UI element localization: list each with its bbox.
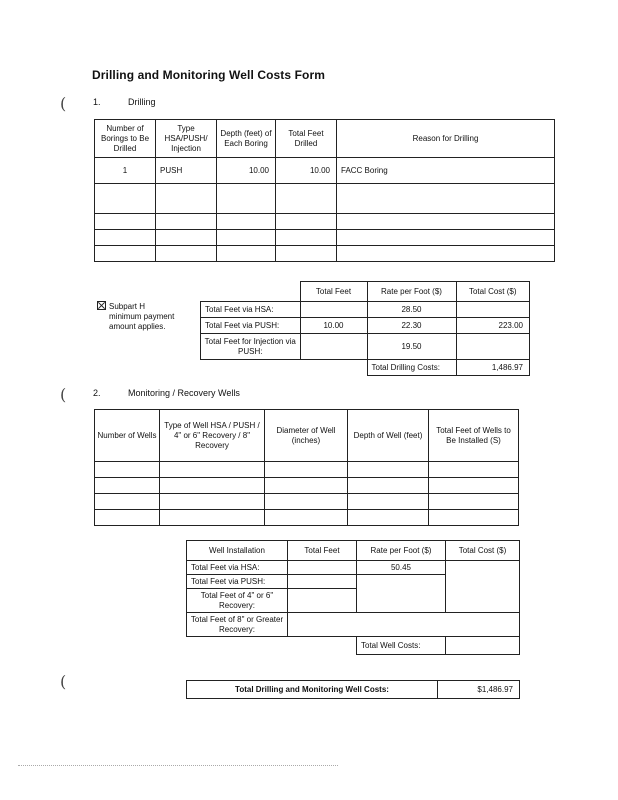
grand-total-value[interactable]: $1,486.97 <box>438 681 520 699</box>
table-row <box>95 462 519 478</box>
table-row <box>201 318 530 334</box>
header-total-feet: Total Feet <box>288 541 357 561</box>
empty-cell[interactable] <box>276 230 337 246</box>
empty-cell[interactable] <box>429 510 519 526</box>
header-depth: Depth of Well (feet) <box>348 410 429 462</box>
cell-feet[interactable] <box>300 302 367 318</box>
header-total-feet: Total Feet <box>300 282 367 302</box>
corner-cell <box>201 282 301 302</box>
note-line3: amount applies. <box>109 322 166 331</box>
header-rate: Rate per Foot ($) <box>357 541 446 561</box>
drilling-table <box>94 119 555 262</box>
header-total-cost: Total Cost ($) <box>456 282 530 302</box>
margin-mark: ( <box>60 94 67 113</box>
row-label: Total Feet via PUSH: <box>187 575 288 589</box>
row-label: Total Feet of 4" or 6" Recovery: <box>187 589 288 613</box>
blank-cell <box>288 637 357 655</box>
empty-cell[interactable] <box>265 494 348 510</box>
total-drilling-label: Total Drilling Costs: <box>367 360 456 376</box>
table-row <box>201 334 530 360</box>
cell-type[interactable]: PUSH <box>156 158 217 184</box>
empty-cell[interactable] <box>348 510 429 526</box>
row-label: Total Feet via PUSH: <box>201 318 301 334</box>
table-row <box>201 302 530 318</box>
cell-rate: 28.50 <box>367 302 456 318</box>
row-label: Total Feet for Injection via PUSH: <box>201 334 301 360</box>
header-number-borings: Number of Borings to Be Drilled <box>95 120 156 158</box>
header-reason: Reason for Drilling <box>337 120 555 158</box>
empty-cell[interactable] <box>337 230 555 246</box>
blank-cell <box>300 360 367 376</box>
empty-cell[interactable] <box>160 478 265 494</box>
note-line1: Subpart H <box>109 302 146 311</box>
margin-mark: ( <box>60 672 67 691</box>
empty-cell[interactable] <box>95 230 156 246</box>
table-row <box>95 214 555 230</box>
empty-cell[interactable] <box>217 214 276 230</box>
empty-cell[interactable] <box>348 462 429 478</box>
header-well-type: Type of Well HSA / PUSH / 4" or 6" Recovery / 8" Recovery <box>160 410 265 462</box>
empty-cell[interactable] <box>95 184 156 214</box>
header-total-feet: Total Feet Drilled <box>276 120 337 158</box>
cell-cost[interactable] <box>446 561 520 613</box>
cell-cost[interactable]: 223.00 <box>456 318 530 334</box>
header-depth: Depth (feet) of Each Boring <box>217 120 276 158</box>
empty-cell[interactable] <box>217 246 276 262</box>
well-costs-table <box>186 540 520 655</box>
table-row <box>95 478 519 494</box>
empty-cell[interactable] <box>348 494 429 510</box>
header-total-cost: Total Cost ($) <box>446 541 520 561</box>
empty-cell[interactable] <box>337 246 555 262</box>
empty-cell[interactable] <box>95 510 160 526</box>
empty-cell[interactable] <box>217 184 276 214</box>
cell-rate: 50.45 <box>357 561 446 575</box>
cell-rate: 22.30 <box>367 318 456 334</box>
wells-table <box>94 409 519 526</box>
cell-feet[interactable] <box>288 561 357 575</box>
section2-label: Monitoring / Recovery Wells <box>128 388 240 398</box>
table-row <box>95 494 519 510</box>
row-label: Total Feet via HSA: <box>201 302 301 318</box>
empty-cell[interactable] <box>95 246 156 262</box>
margin-mark: ( <box>60 385 67 404</box>
grand-total-table <box>186 680 520 699</box>
empty-cell[interactable] <box>160 462 265 478</box>
cell-rate: 19.50 <box>367 334 456 360</box>
cell-count[interactable]: 1 <box>95 158 156 184</box>
header-number-wells: Number of Wells <box>95 410 160 462</box>
section1-label: Drilling <box>128 97 156 107</box>
empty-cell[interactable] <box>265 510 348 526</box>
empty-cell[interactable] <box>265 478 348 494</box>
empty-cell[interactable] <box>156 214 217 230</box>
cell-rate <box>357 575 446 613</box>
empty-cell[interactable] <box>276 214 337 230</box>
empty-cell[interactable] <box>95 214 156 230</box>
blank-cell <box>187 637 288 655</box>
footer-line <box>18 765 338 766</box>
empty-cell[interactable] <box>348 478 429 494</box>
empty-cell[interactable] <box>265 462 348 478</box>
total-well-value[interactable] <box>446 637 520 655</box>
blank-cell <box>201 360 301 376</box>
cell-feet[interactable] <box>288 575 357 589</box>
row-label: Total Feet via HSA: <box>187 561 288 575</box>
empty-cell[interactable] <box>276 184 337 214</box>
row-label: Total Feet of 8" or Greater Recovery: <box>187 613 288 637</box>
drilling-costs-table <box>200 281 530 376</box>
table-row <box>187 613 520 637</box>
empty-cell[interactable] <box>337 184 555 214</box>
section1-number: 1. <box>93 97 101 107</box>
empty-cell[interactable] <box>429 478 519 494</box>
header-rate: Rate per Foot ($) <box>367 282 456 302</box>
empty-cell[interactable] <box>156 184 217 214</box>
empty-cell[interactable] <box>217 230 276 246</box>
empty-cell[interactable] <box>156 246 217 262</box>
cell-depth[interactable]: 10.00 <box>217 158 276 184</box>
cell-cost[interactable] <box>456 302 530 318</box>
table-row <box>95 510 519 526</box>
header-diameter: Diameter of Well (inches) <box>265 410 348 462</box>
empty-cell[interactable] <box>160 510 265 526</box>
empty-cell[interactable] <box>429 494 519 510</box>
total-drilling-value[interactable]: 1,486.97 <box>456 360 530 376</box>
empty-cell[interactable] <box>276 246 337 262</box>
section2-number: 2. <box>93 388 101 398</box>
subpart-note <box>97 301 174 332</box>
cell-total[interactable]: 10.00 <box>276 158 337 184</box>
table-row <box>95 246 555 262</box>
empty-cell[interactable] <box>95 462 160 478</box>
note-line2: minimum payment <box>109 312 175 321</box>
empty-cell[interactable] <box>95 494 160 510</box>
empty-cell[interactable] <box>160 494 265 510</box>
header-well-installation: Well Installation <box>187 541 288 561</box>
header-total-feet-wells: Total Feet of Wells to Be Installed (S) <box>429 410 519 462</box>
empty-cell[interactable] <box>429 462 519 478</box>
cell-feet[interactable] <box>300 334 367 360</box>
empty-cell[interactable] <box>95 478 160 494</box>
header-type: Type HSA/PUSH/ Injection <box>156 120 217 158</box>
table-row <box>95 184 555 214</box>
table-row <box>187 561 520 575</box>
table-row <box>95 230 555 246</box>
cell-reason[interactable]: FACC Boring <box>337 158 555 184</box>
page-title: Drilling and Monitoring Well Costs Form <box>92 68 326 82</box>
subpart-checkbox[interactable] <box>97 301 106 310</box>
cell-cost[interactable] <box>456 334 530 360</box>
table-row <box>201 360 530 376</box>
grand-total-label: Total Drilling and Monitoring Well Costs: <box>187 681 438 699</box>
empty-cell[interactable] <box>337 214 555 230</box>
cell-feet[interactable]: 10.00 <box>300 318 367 334</box>
cell-feet[interactable] <box>288 613 520 637</box>
empty-cell[interactable] <box>156 230 217 246</box>
cell-feet[interactable] <box>288 589 357 613</box>
table-row <box>95 158 555 184</box>
total-well-label: Total Well Costs: <box>357 637 446 655</box>
table-row <box>187 637 520 655</box>
